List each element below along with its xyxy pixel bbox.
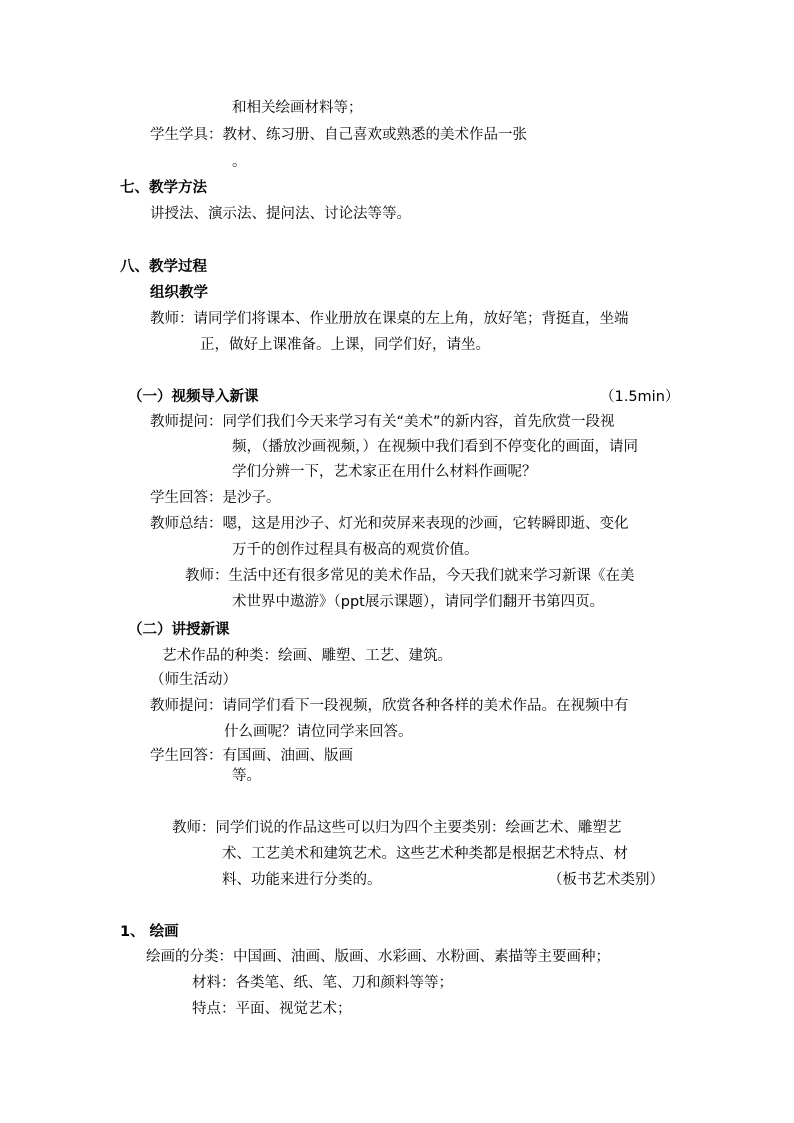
part-2-student-answer-line-1: 学生回答：有国画、油画、版画 xyxy=(150,748,353,764)
student-tools-line: 学生学具：教材、练习册、自己喜欢或熟悉的美术作品一张 xyxy=(150,127,527,143)
teaching-methods-text: 讲授法、演示法、提问法、讨论法等等。 xyxy=(150,206,411,222)
part-1-duration: （1.5min） xyxy=(600,389,680,405)
part-2-heading: （二）讲授新课 xyxy=(128,622,230,638)
teacher-opening-line-2: 正，做好上课准备。上课，同学们好，请坐。 xyxy=(200,337,490,353)
materials-line-1: 和相关绘画材料等； xyxy=(232,100,363,116)
part-2-student-answer-line-2: 等。 xyxy=(232,768,261,784)
part-1-teacher-line-1: 教师：生活中还有很多常见的美术作品，今天我们就来学习新课《在美 xyxy=(185,568,635,584)
part-1-question-line-1: 教师提问：同学们我们今天来学习有关“美术”的新内容，首先欣赏一段视 xyxy=(150,414,615,430)
section-7-heading: 七、教学方法 xyxy=(120,180,207,196)
part-1-question-line-2: 频，（播放沙画视频，）在视频中我们看到不停变化的画面，请同 xyxy=(232,439,638,455)
part-1-teacher-line-2: 术世界中遨游》（ppt展示课题），请同学们翻开书第四页。 xyxy=(232,594,605,610)
section-8-heading: 八、教学过程 xyxy=(120,259,207,275)
painting-materials-line: 材料：各类笔、纸、笔、刀和颜料等等； xyxy=(192,975,453,991)
student-tools-period: 。 xyxy=(232,154,247,170)
part-2-question-line-1: 教师提问：请同学们看下一段视频，欣赏各种各样的美术作品。在视频中有 xyxy=(150,698,629,714)
part-1-question-line-3: 学们分辨一下，艺术家正在用什么材料作画呢？ xyxy=(232,464,537,480)
painting-features-line: 特点：平面、视觉艺术； xyxy=(192,1001,352,1017)
organize-teaching-subheading: 组织教学 xyxy=(150,285,208,301)
part-1-summary-line-1: 教师总结：嗯，这是用沙子、灯光和荧屏来表现的沙画，它转瞬即逝、变化 xyxy=(150,516,629,532)
board-note: （板书艺术类别） xyxy=(548,872,664,888)
artwork-kinds-line: 艺术作品的种类：绘画、雕塑、工艺、建筑。 xyxy=(162,648,452,664)
part-2-question-line-2: 什么画呢？请位同学来回答。 xyxy=(224,724,413,740)
part-2-teacher-line-1: 教师：同学们说的作品这些可以归为四个主要类别：绘画艺术、雕塑艺 xyxy=(172,820,622,836)
painting-heading: 1、 绘画 xyxy=(120,924,179,940)
teacher-student-activity-label: （师生活动） xyxy=(150,672,237,688)
part-1-student-answer: 学生回答：是沙子。 xyxy=(150,490,281,506)
painting-categories-line: 绘画的分类：中国画、油画、版画、水彩画、水粉画、素描等主要画种； xyxy=(146,949,610,965)
part-2-teacher-line-3: 料、功能来进行分类的。 xyxy=(222,872,382,888)
part-1-heading: （一）视频导入新课 xyxy=(128,389,259,405)
part-1-summary-line-2: 万千的创作过程具有极高的观赏价值。 xyxy=(232,542,479,558)
part-2-teacher-line-2: 术、工艺美术和建筑艺术。这些艺术种类都是根据艺术特点、材 xyxy=(222,846,628,862)
teacher-opening-line-1: 教师：请同学们将课本、作业册放在课桌的左上角，放好笔；背挺直，坐端 xyxy=(150,311,629,327)
